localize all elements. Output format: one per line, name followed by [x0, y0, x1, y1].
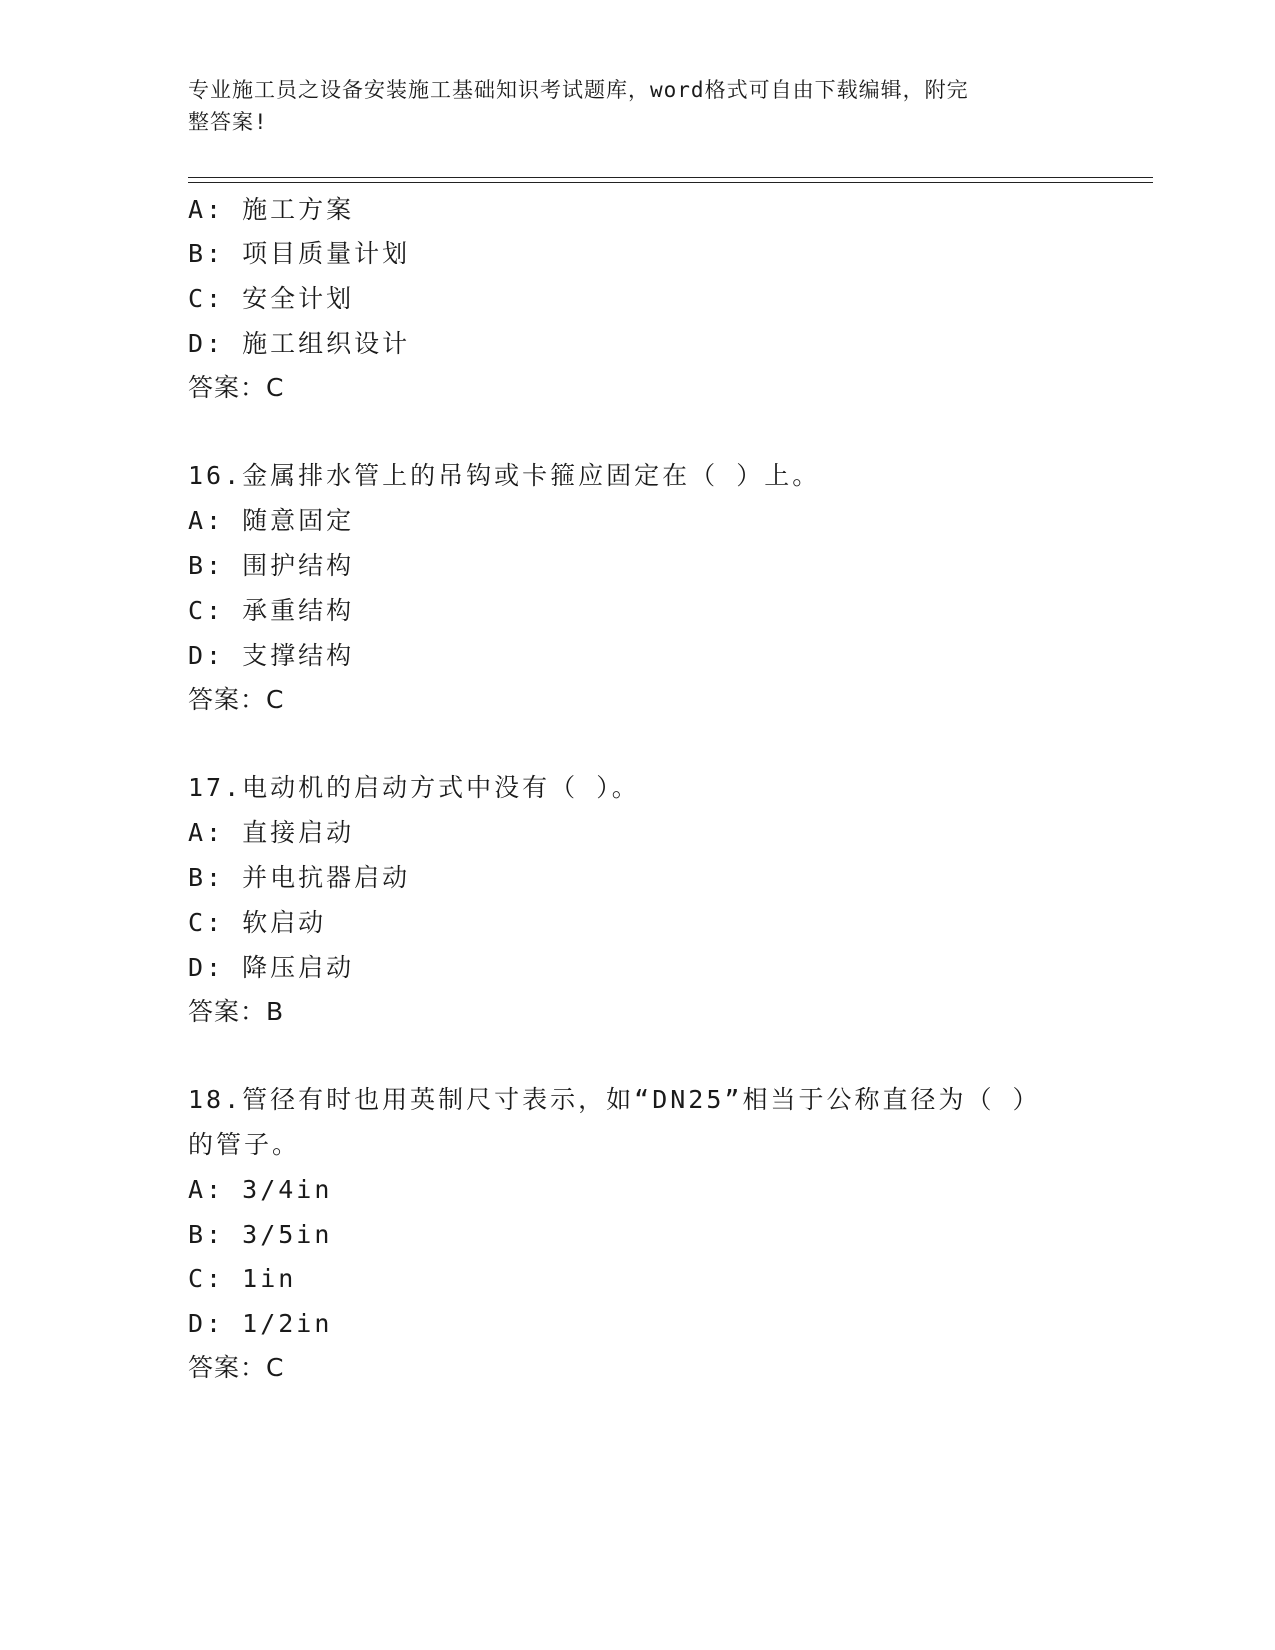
header-divider-bottom [188, 182, 1153, 183]
document-header [188, 74, 1068, 138]
q16-option-d: D: 支撑结构 [188, 641, 355, 670]
q18-option-b: B: 3/5in [188, 1220, 333, 1249]
header-title-line-1: 专业施工员之设备安装施工基础知识考试题库，word格式可自由下载编辑，附完 [188, 78, 969, 102]
q18-question-line-1: 18.管径有时也用英制尺寸表示，如“DN25”相当于公称直径为（ ） [188, 1085, 1041, 1114]
q18-answer: 答案：C [188, 1353, 285, 1382]
q16-option-c: C: 承重结构 [188, 596, 355, 625]
q18-option-c: C: 1in [188, 1264, 297, 1293]
q16-option-a: A: 随意固定 [188, 506, 355, 535]
q17-option-c: C: 软启动 [188, 908, 327, 937]
q17-question: 17.电动机的启动方式中没有（ ）。 [188, 773, 640, 802]
q17-option-d: D: 降压启动 [188, 953, 355, 982]
q15-answer: 答案：C [188, 373, 285, 402]
q15-option-a: A: 施工方案 [188, 195, 355, 224]
q17-answer: 答案：B [188, 997, 285, 1026]
q17-option-a: A: 直接启动 [188, 818, 355, 847]
header-title-line-2: 整答案! [188, 110, 268, 134]
q16-answer: 答案：C [188, 685, 285, 714]
q18-question-line-2: 的管子。 [188, 1130, 301, 1159]
header-divider-top [188, 177, 1153, 178]
q15-option-b: B: 项目质量计划 [188, 239, 411, 268]
q16-question: 16.金属排水管上的吊钩或卡箍应固定在（ ）上。 [188, 461, 821, 490]
q15-option-d: D: 施工组织设计 [188, 329, 411, 358]
q18-option-d: D: 1/2in [188, 1309, 333, 1338]
q18-option-a: A: 3/4in [188, 1175, 333, 1204]
q17-option-b: B: 并电抗器启动 [188, 863, 411, 892]
q15-option-c: C: 安全计划 [188, 284, 355, 313]
q16-option-b: B: 围护结构 [188, 551, 355, 580]
